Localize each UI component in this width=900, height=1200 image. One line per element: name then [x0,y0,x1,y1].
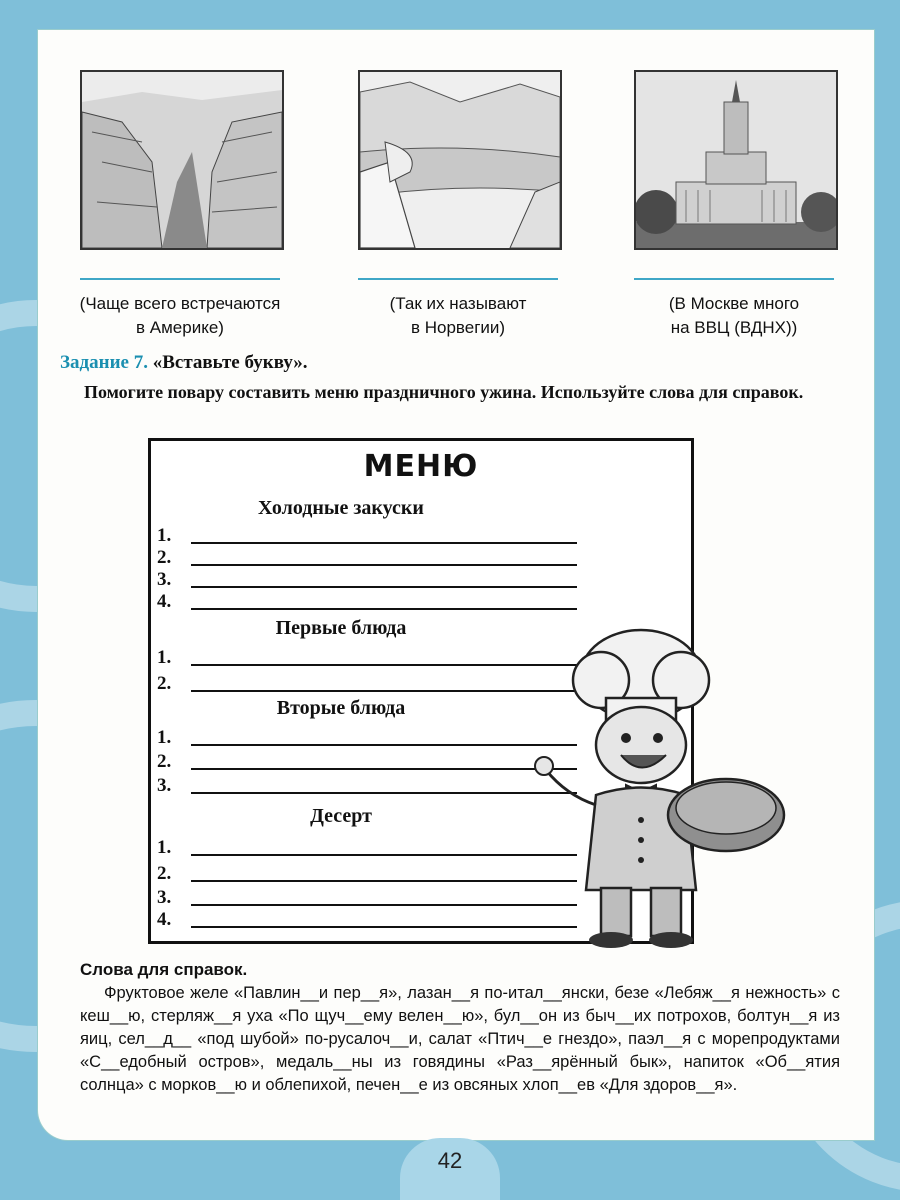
section-title-dessert: Десерт [310,805,372,827]
menu-row[interactable]: 3. [157,775,577,797]
task-number: Задание 7. [60,352,148,373]
workbook-page [38,30,874,1140]
caption-canyon: (Чаще всего встречаются в Америке) [79,294,281,337]
menu-row[interactable]: 2. [157,547,577,569]
menu-row[interactable]: 1. [157,727,577,749]
answer-line-3[interactable] [634,278,834,280]
menu-row[interactable]: 1. [157,837,577,859]
task-instructions: Помогите повару составить меню праздничного ужина. Используйте слова для справок. [84,382,804,402]
vdnkh-pavilion-photo [634,70,838,250]
caption-vdnkh: (В Москве много на ВВЦ (ВДНХ)) [668,294,800,337]
task-heading [60,352,308,374]
section-title-first: Первые блюда [275,617,407,639]
section-title-second: Вторые блюда [276,697,406,719]
menu-row[interactable]: 1. [157,647,577,669]
task-name: «Вставьте букву». [152,352,308,373]
menu-row[interactable]: 4. [157,909,577,931]
menu-row[interactable]: 1. [157,525,577,547]
fjord-illustration [358,70,562,250]
menu-title: МЕНЮ [363,449,479,484]
menu-row[interactable]: 2. [157,863,577,885]
page-number: 42 [437,1148,463,1173]
menu-row[interactable]: 4. [157,591,577,613]
section-title-cold: Холодные закуски [258,497,424,519]
answer-line-1[interactable] [80,278,280,280]
chef-illustration [526,620,806,950]
references-title: Слова для справок. [80,960,248,979]
canyon-illustration [80,70,284,250]
menu-row[interactable]: 2. [157,673,577,695]
menu-row[interactable]: 3. [157,569,577,591]
menu-row[interactable]: 3. [157,887,577,909]
answer-line-2[interactable] [358,278,558,280]
caption-fjord: (Так их называют в Норвегии) [389,294,527,337]
menu-row[interactable]: 2. [157,751,577,773]
references-text: Фруктовое желе «Павлин__и пер__я», лазан__я по-итал__янски, безе «Лебяж__я нежность» с кеш__ю, стерляж__я уха «По щуч__ему велен__ю», бул__он из быч__их потрохов, болтун__я из яиц, сел__д__ «под шубой» по-русалоч__и, салат «Птич__е гнездо», паэл__я с морепродуктами «С__едобный остров», медаль__ны из говядины «Раз__ярённый бык», напиток «Об__ятия солнца» с морков__ю и облепихой, печен__е из овсяных хлоп__ев «Для здоров__я». [80,984,840,1094]
